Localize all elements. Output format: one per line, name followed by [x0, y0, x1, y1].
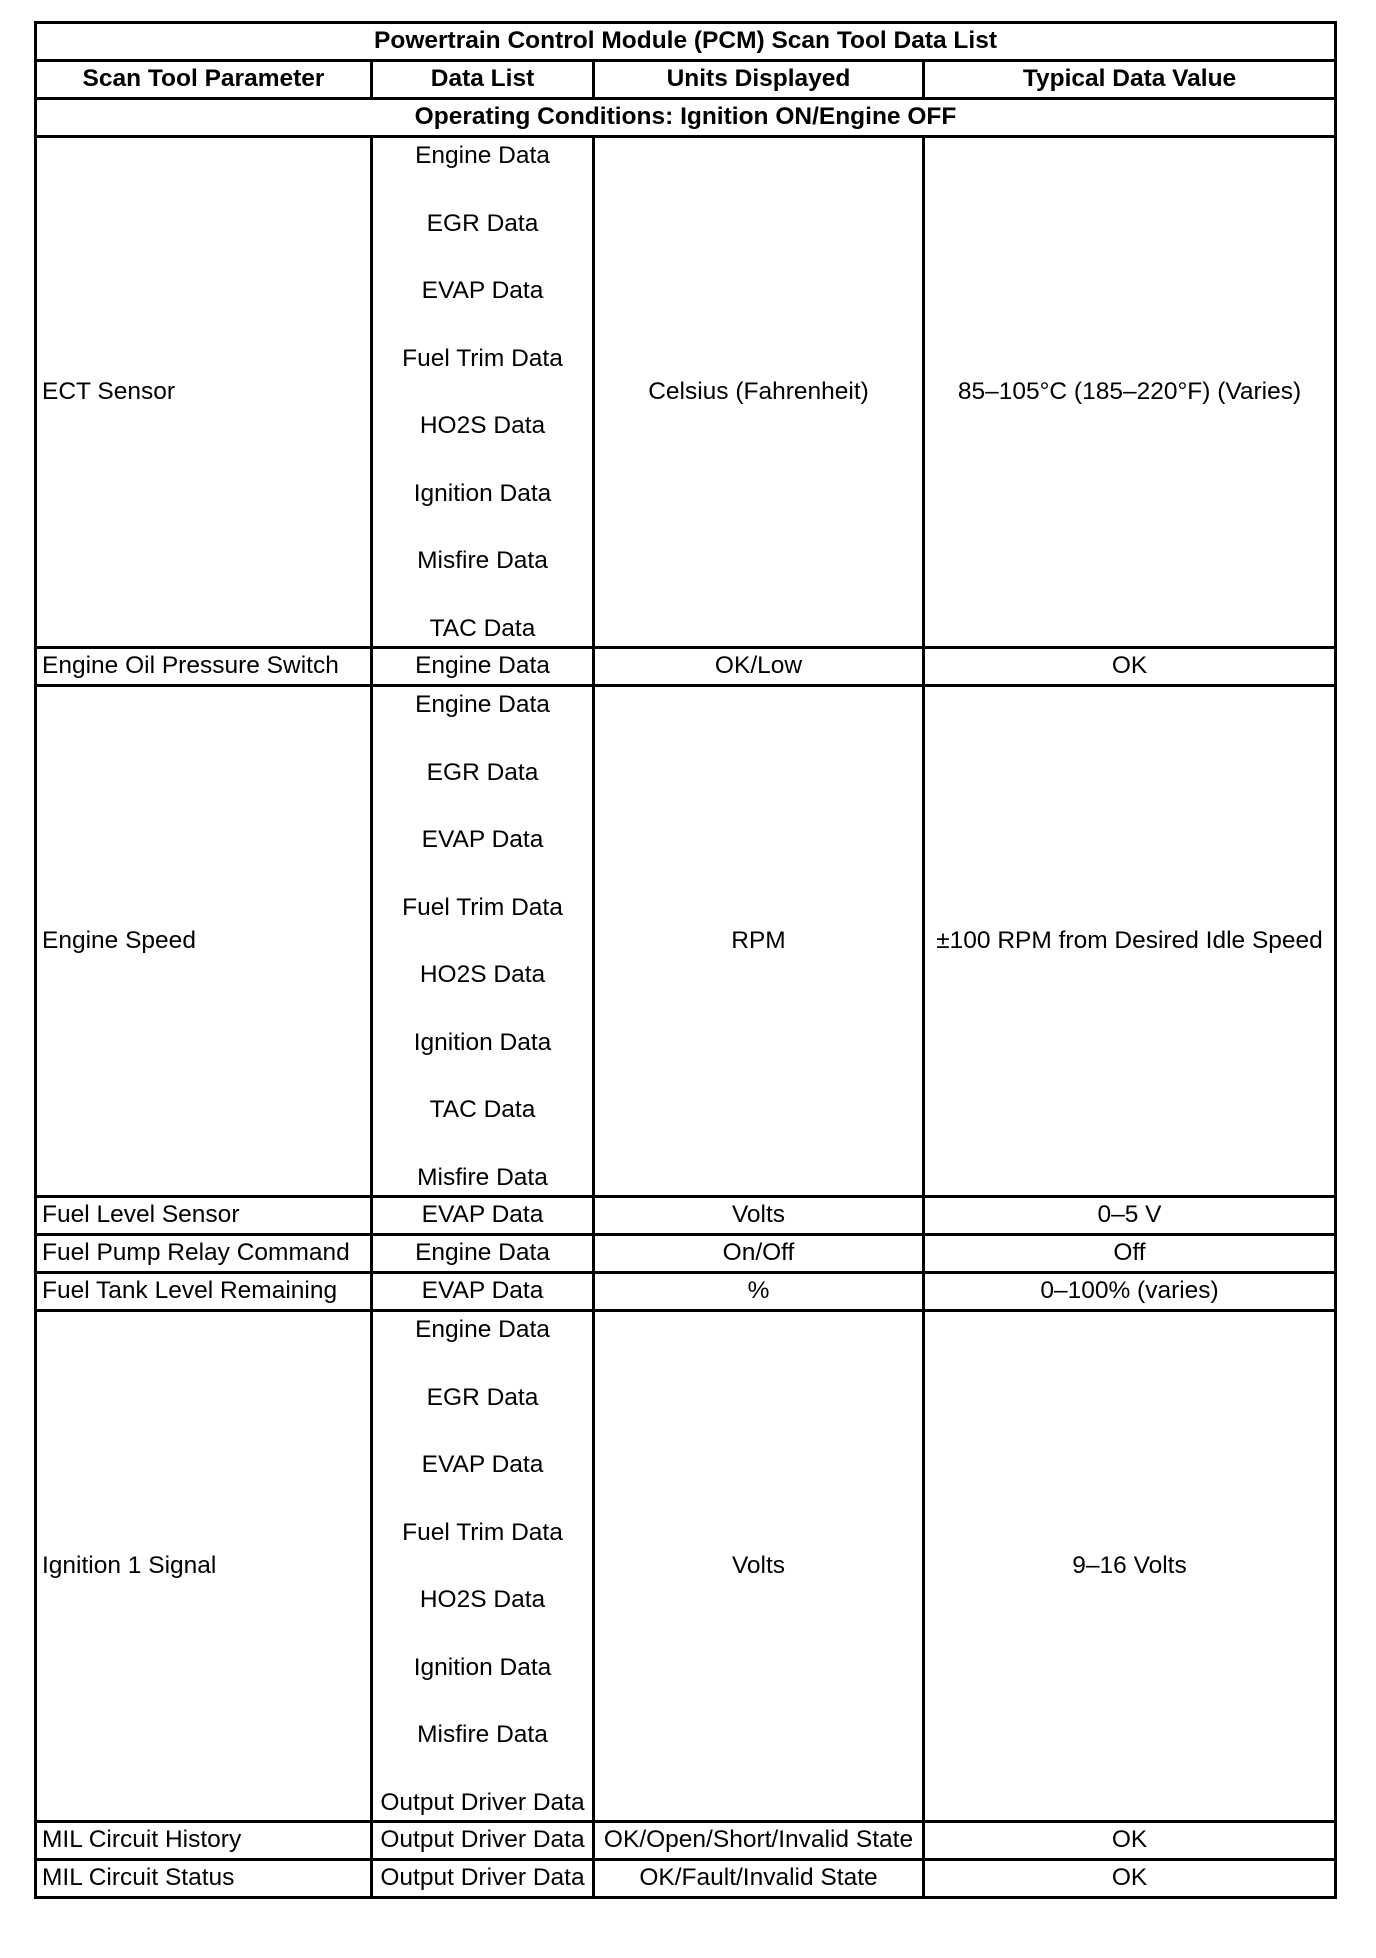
scan-tool-parameter-cell: ECT Sensor — [36, 137, 372, 648]
typical-data-value-cell: OK — [924, 1860, 1336, 1898]
data-list-cell: EVAP Data — [372, 1273, 594, 1311]
data-list-item: EVAP Data — [421, 826, 544, 854]
data-list-item: TAC Data — [429, 614, 536, 642]
table-title: Powertrain Control Module (PCM) Scan Tool Data List — [36, 23, 1336, 61]
data-list-item: Misfire Data — [417, 1721, 548, 1749]
data-list-item: HO2S Data — [419, 961, 546, 989]
typical-data-value-cell: ±100 RPM from Desired Idle Speed — [924, 686, 1336, 1197]
data-list-item: Misfire Data — [417, 1163, 548, 1191]
data-list-cell: Output Driver Data — [372, 1860, 594, 1898]
data-list-item: EVAP Data — [421, 277, 544, 305]
header-units-displayed: Units Displayed — [594, 61, 924, 99]
data-list-item: Fuel Trim Data — [402, 893, 563, 921]
data-list-item: Engine Data — [415, 1316, 550, 1343]
data-list-stack — [378, 1312, 587, 1820]
table-row — [36, 686, 1336, 1197]
data-list-item: HO2S Data — [419, 1586, 546, 1614]
scan-tool-parameter-cell: Engine Oil Pressure Switch — [36, 648, 372, 686]
data-list-item: EGR Data — [426, 758, 539, 786]
data-list-stack — [378, 687, 587, 1195]
table-row — [36, 1860, 1336, 1898]
typical-data-value-cell: Off — [924, 1235, 1336, 1273]
typical-data-value-cell: 0–5 V — [924, 1197, 1336, 1235]
data-list-item: EGR Data — [426, 209, 539, 237]
data-list-stack — [378, 138, 587, 646]
units-displayed-cell: % — [594, 1273, 924, 1311]
data-list-item: Output Driver Data — [380, 1788, 585, 1816]
typical-data-value-cell: OK — [924, 648, 1336, 686]
data-list-item: Fuel Trim Data — [402, 1518, 563, 1546]
data-list-item: Engine Data — [415, 691, 550, 718]
pcm-scan-tool-data-table — [34, 21, 1337, 1899]
table-row — [36, 1822, 1336, 1860]
data-list-cell — [372, 1311, 594, 1822]
units-displayed-cell: RPM — [594, 686, 924, 1197]
header-typical-data-value: Typical Data Value — [924, 61, 1336, 99]
typical-data-value-cell: OK — [924, 1822, 1336, 1860]
data-list-cell — [372, 686, 594, 1197]
data-list-cell: Output Driver Data — [372, 1822, 594, 1860]
scan-tool-parameter-cell: Fuel Tank Level Remaining — [36, 1273, 372, 1311]
data-list-item: Ignition Data — [413, 479, 552, 507]
data-list-item: Ignition Data — [413, 1028, 552, 1056]
units-displayed-cell: OK/Low — [594, 648, 924, 686]
typical-data-value-cell: 9–16 Volts — [924, 1311, 1336, 1822]
units-displayed-cell: OK/Open/Short/Invalid State — [594, 1822, 924, 1860]
data-list-item: HO2S Data — [419, 412, 546, 440]
units-displayed-cell: Volts — [594, 1311, 924, 1822]
table-row — [36, 1311, 1336, 1822]
scan-tool-parameter-cell: Ignition 1 Signal — [36, 1311, 372, 1822]
scan-tool-parameter-cell: Fuel Pump Relay Command — [36, 1235, 372, 1273]
units-displayed-cell: On/Off — [594, 1235, 924, 1273]
scan-tool-parameter-cell: Engine Speed — [36, 686, 372, 1197]
data-list-item: Engine Data — [415, 142, 550, 169]
table-row — [36, 648, 1336, 686]
data-list-item: Fuel Trim Data — [402, 344, 563, 372]
header-data-list: Data List — [372, 61, 594, 99]
typical-data-value-cell: 0–100% (varies) — [924, 1273, 1336, 1311]
scan-tool-parameter-cell: MIL Circuit Status — [36, 1860, 372, 1898]
header-scan-tool-parameter: Scan Tool Parameter — [36, 61, 372, 99]
data-list-item: EVAP Data — [421, 1451, 544, 1479]
data-list-cell: Engine Data — [372, 1235, 594, 1273]
units-displayed-cell: OK/Fault/Invalid State — [594, 1860, 924, 1898]
data-list-cell: EVAP Data — [372, 1197, 594, 1235]
data-list-item: Misfire Data — [417, 547, 548, 575]
data-list-item: Ignition Data — [413, 1653, 552, 1681]
units-displayed-cell: Celsius (Fahrenheit) — [594, 137, 924, 648]
scan-tool-parameter-cell: MIL Circuit History — [36, 1822, 372, 1860]
units-displayed-cell: Volts — [594, 1197, 924, 1235]
data-list-cell: Engine Data — [372, 648, 594, 686]
data-list-cell — [372, 137, 594, 648]
operating-conditions: Operating Conditions: Ignition ON/Engine OFF — [36, 99, 1336, 137]
typical-data-value-cell: 85–105°C (185–220°F) (Varies) — [924, 137, 1336, 648]
scan-tool-parameter-cell: Fuel Level Sensor — [36, 1197, 372, 1235]
table-row — [36, 1235, 1336, 1273]
table-row — [36, 1197, 1336, 1235]
data-list-item: EGR Data — [426, 1383, 539, 1411]
table-row — [36, 1273, 1336, 1311]
table-row — [36, 137, 1336, 648]
data-list-item: TAC Data — [429, 1096, 536, 1124]
